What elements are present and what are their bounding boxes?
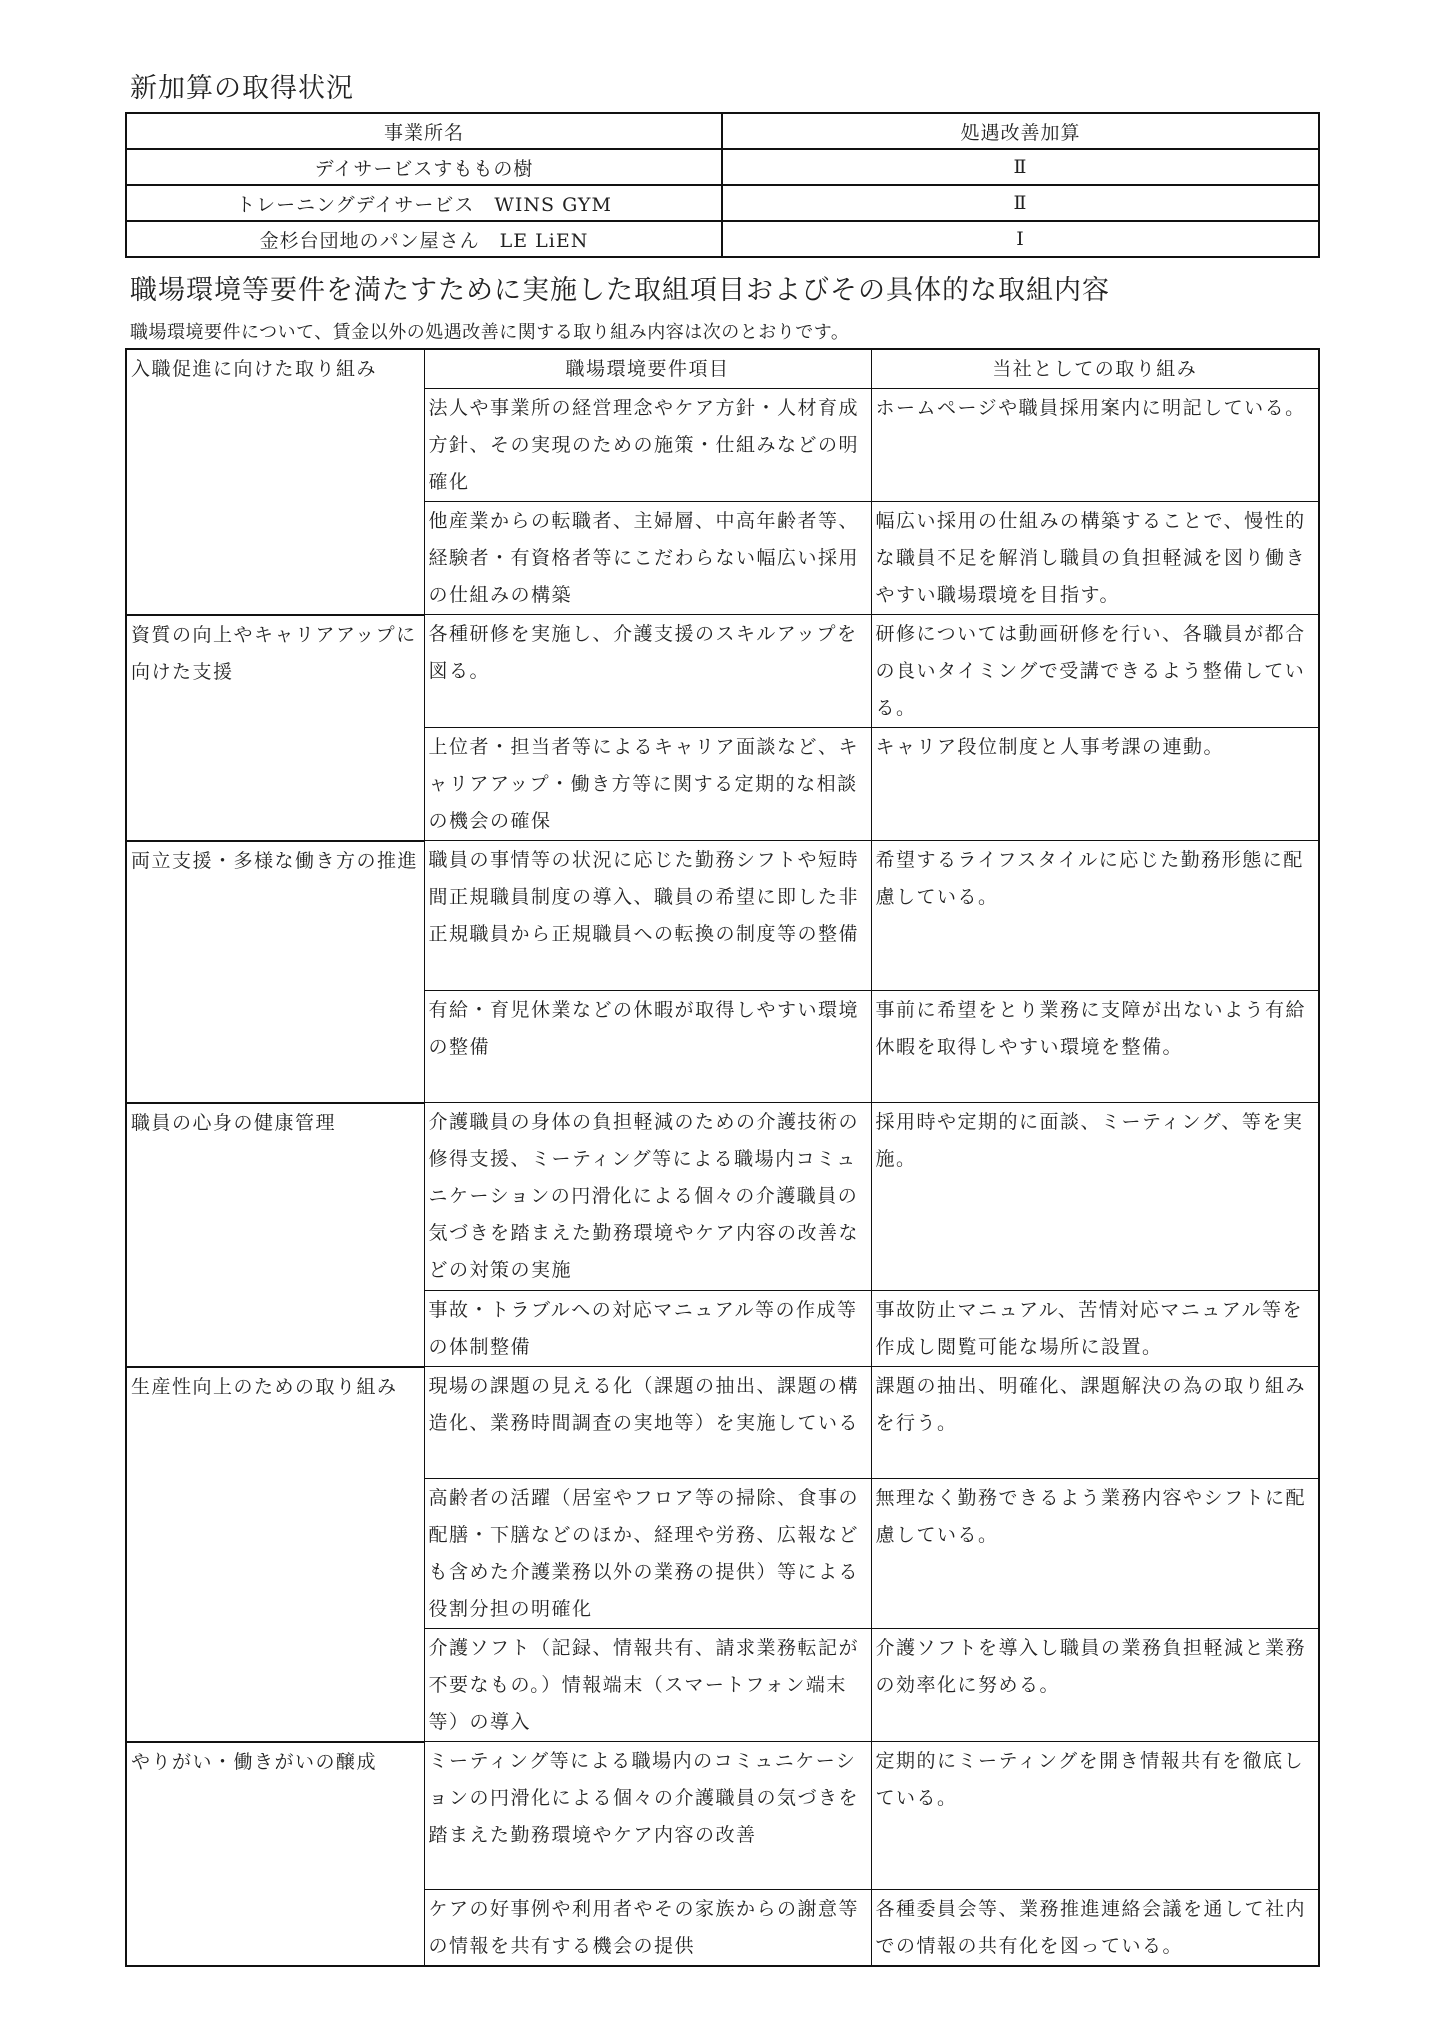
workplace-requirements-table [125, 348, 1320, 1967]
requirement-cell: 高齢者の活躍（居室やフロア等の掃除、食事の配膳・下膳などのほか、経理や労務、広報なども含めた介護業務以外の業務の提供）等による役割分担の明確化 [424, 1479, 871, 1629]
office-name: デイサービスすももの樹 [126, 149, 722, 185]
table-header-row [126, 349, 1319, 389]
category-cell: 両立支援・多様な働き方の推進 [126, 841, 424, 1103]
bonus-level: Ⅱ [722, 185, 1319, 221]
category-cell: 入職促進に向けた取り組み [126, 349, 424, 615]
table-header-row [126, 113, 1319, 149]
table-row [126, 149, 1319, 185]
table-row [126, 1742, 1319, 1890]
action-cell: 課題の抽出、明確化、課題解決の為の取り組みを行う。 [871, 1367, 1319, 1479]
header-requirement: 職場環境要件項目 [424, 349, 871, 389]
office-name: トレーニングデイサービス WINS GYM [126, 185, 722, 221]
requirement-cell: 各種研修を実施し、介護支援のスキルアップを図る。 [424, 615, 871, 728]
requirement-cell: 事故・トラブルへの対応マニュアル等の作成等の体制整備 [424, 1291, 871, 1367]
action-cell: 無理なく勤務できるよう業務内容やシフトに配慮している。 [871, 1479, 1319, 1629]
action-cell: 研修については動画研修を行い、各職員が都合の良いタイミングで受講できるよう整備している。 [871, 615, 1319, 728]
action-cell: 採用時や定期的に面談、ミーティング、等を実施。 [871, 1103, 1319, 1291]
table-row [126, 841, 1319, 991]
action-cell: キャリア段位制度と人事考課の連動。 [871, 728, 1319, 841]
table-row [126, 221, 1319, 257]
category-cell: 職員の心身の健康管理 [126, 1103, 424, 1367]
category-cell: やりがい・働きがいの醸成 [126, 1742, 424, 1967]
section1-title: 新加算の取得状況 [130, 73, 354, 104]
office-name: 金杉台団地のパン屋さん LE LiEN [126, 221, 722, 257]
action-cell: 各種委員会等、業務推進連絡会議を通して社内での情報の共有化を図っている。 [871, 1890, 1319, 1967]
requirement-cell: ミーティング等による職場内のコミュニケーションの円滑化による個々の介護職員の気づきを踏まえた勤務環境やケア内容の改善 [424, 1742, 871, 1890]
section2-note: 職場環境要件について、賃金以外の処遇改善に関する取り組み内容は次のとおりです。 [130, 322, 850, 343]
table-row [126, 615, 1319, 728]
action-cell: 定期的にミーティングを開き情報共有を徹底している。 [871, 1742, 1319, 1890]
category-cell: 資質の向上やキャリアアップに向けた支援 [126, 615, 424, 841]
table-row [126, 1367, 1319, 1479]
category-cell: 生産性向上のための取り組み [126, 1367, 424, 1742]
action-cell: 事故防止マニュアル、苦情対応マニュアル等を作成し閲覧可能な場所に設置。 [871, 1291, 1319, 1367]
header-action: 当社としての取り組み [871, 349, 1319, 389]
table-row [126, 1103, 1319, 1291]
section2-title: 職場環境等要件を満たすために実施した取組項目およびその具体的な取組内容 [130, 275, 1110, 306]
requirement-cell: 上位者・担当者等によるキャリア面談など、キャリアアップ・働き方等に関する定期的な相談の機会の確保 [424, 728, 871, 841]
action-cell: 希望するライフスタイルに応じた勤務形態に配慮している。 [871, 841, 1319, 991]
action-cell: 介護ソフトを導入し職員の業務負担軽減と業務の効率化に努める。 [871, 1629, 1319, 1742]
requirement-cell: 法人や事業所の経営理念やケア方針・人材育成方針、その実現のための施策・仕組みなどの明確化 [424, 389, 871, 502]
table-row [126, 185, 1319, 221]
action-cell: ホームページや職員採用案内に明記している。 [871, 389, 1319, 502]
bonus-status-table [125, 112, 1320, 258]
bonus-level: Ⅱ [722, 149, 1319, 185]
requirement-cell: 現場の課題の見える化（課題の抽出、課題の構造化、業務時間調査の実地等）を実施している [424, 1367, 871, 1479]
header-office-name: 事業所名 [126, 113, 722, 149]
requirement-cell: 介護ソフト（記録、情報共有、請求業務転記が不要なもの。）情報端末（スマートフォン端末等）の導入 [424, 1629, 871, 1742]
action-cell: 事前に希望をとり業務に支障が出ないよう有給休暇を取得しやすい環境を整備。 [871, 991, 1319, 1103]
header-bonus: 処遇改善加算 [722, 113, 1319, 149]
bonus-level: Ⅰ [722, 221, 1319, 257]
requirement-cell: 介護職員の身体の負担軽減のための介護技術の修得支援、ミーティング等による職場内コミュニケーションの円滑化による個々の介護職員の気づきを踏まえた勤務環境やケア内容の改善などの対策の実施 [424, 1103, 871, 1291]
requirement-cell: 有給・育児休業などの休暇が取得しやすい環境の整備 [424, 991, 871, 1103]
requirement-cell: 他産業からの転職者、主婦層、中高年齢者等、経験者・有資格者等にこだわらない幅広い採用の仕組みの構築 [424, 502, 871, 615]
requirement-cell: 職員の事情等の状況に応じた勤務シフトや短時間正規職員制度の導入、職員の希望に即した非正規職員から正規職員への転換の制度等の整備 [424, 841, 871, 991]
requirement-cell: ケアの好事例や利用者やその家族からの謝意等の情報を共有する機会の提供 [424, 1890, 871, 1967]
action-cell: 幅広い採用の仕組みの構築することで、慢性的な職員不足を解消し職員の負担軽減を図り働きやすい職場環境を目指す。 [871, 502, 1319, 615]
